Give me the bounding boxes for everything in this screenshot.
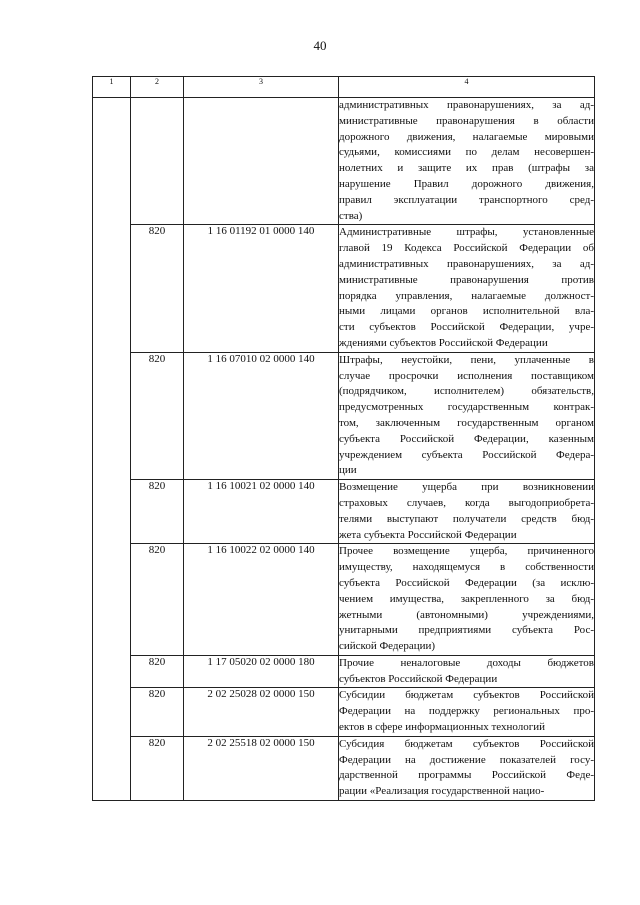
description-line: судьями, комиссиями по делам несовершен- (339, 146, 594, 159)
table-row (93, 352, 595, 479)
description-line: административных правонарушениях, за ад- (339, 257, 594, 270)
description-line: Федерации на поддержку региональных про- (339, 705, 594, 718)
admin-code-cell: 820 (131, 688, 184, 736)
page-number: 40 (313, 38, 327, 53)
description-line: министративные правонарушения в области (339, 114, 594, 127)
description-line: телями выступают получатели средств бюд- (339, 512, 594, 525)
table-row (93, 98, 595, 225)
table-row (93, 655, 595, 688)
description-line: Прочее возмещение ущерба, причиненного (339, 545, 594, 558)
admin-code-cell: 820 (131, 655, 184, 688)
description-line: сти субъектов Российской Федерации, учре- (339, 321, 594, 334)
description-line: Прочие неналоговые доходы бюджетов (339, 656, 594, 669)
description-line: Штрафы, неустойки, пени, уплаченные в (339, 353, 594, 366)
budget-code-cell: 1 16 07010 02 0000 140 (184, 352, 339, 479)
description-line: субъекта Российской Федерации, казенным (339, 432, 594, 445)
description-line: административных правонарушениях, за ад- (339, 99, 594, 111)
admin-code-cell: 820 (131, 225, 184, 352)
description-line: Административные штрафы, установленные (339, 226, 594, 239)
description-line: ными лицами органов исполнительной вла- (339, 305, 594, 318)
table-row (93, 225, 595, 352)
description-line: ства) (339, 209, 363, 222)
table-row (93, 736, 595, 800)
description-line: нарушение Правил дорожного движения, (339, 177, 594, 190)
admin-code-cell: 820 (131, 544, 184, 656)
revenue-codes-table (92, 76, 595, 801)
budget-code-cell: 1 17 05020 02 0000 180 (184, 655, 339, 688)
admin-code-cell: 820 (131, 480, 184, 544)
table-row (93, 544, 595, 656)
description-line: ждениями субъектов Российской Федерации (339, 336, 548, 349)
description-line: унитарными предприятиями субъекта Рос- (339, 624, 594, 637)
description-line: министративные правонарушения против (339, 273, 594, 286)
description-line: жета субъекта Российской Федерации (339, 528, 517, 541)
budget-code-cell: 1 16 10022 02 0000 140 (184, 544, 339, 656)
description-line: Субсидия бюджетам субъектов Российской (339, 737, 594, 750)
admin-code-cell (131, 98, 184, 225)
table-row (93, 688, 595, 736)
description-line: дорожного движения, налагаемые мировыми (339, 130, 594, 143)
description-line: ектов в сфере информационных технологий (339, 721, 546, 734)
description-line: порядка управления, налагаемые должност- (339, 289, 594, 302)
column-header-1: 1 (93, 77, 131, 98)
description-line: Возмещение ущерба при возникновении (339, 481, 594, 494)
description-line: предусмотренных государственным контрак- (339, 401, 594, 414)
description-line: имуществу, находящемуся в собственности (339, 561, 594, 574)
description-cell (339, 655, 595, 688)
description-line: субъекта Российской Федерации (за исклю- (339, 576, 594, 589)
description-line: субъектов Российской Федерации (339, 672, 498, 685)
description-line: сийской Федерации) (339, 640, 436, 653)
description-cell (339, 480, 595, 544)
column-header-4: 4 (339, 77, 595, 98)
budget-code-cell (184, 98, 339, 225)
table-header-row (93, 77, 595, 98)
description-line: Субсидии бюджетам субъектов Российской (339, 689, 594, 702)
description-cell (339, 98, 595, 225)
description-line: чением имущества, закрепленного за бюд- (339, 592, 594, 605)
description-line: (подрядчиком, исполнителем) обязательств, (339, 385, 594, 398)
description-line: рации «Реализация государственной нацио- (339, 785, 545, 798)
budget-code-cell: 1 16 10021 02 0000 140 (184, 480, 339, 544)
description-line: главой 19 Кодекса Российской Федерации об (339, 242, 594, 255)
budget-code-cell: 2 02 25518 02 0000 150 (184, 736, 339, 800)
description-line: случае просрочки исполнения поставщиком (339, 369, 594, 382)
description-line: ции (339, 464, 357, 477)
budget-code-cell: 2 02 25028 02 0000 150 (184, 688, 339, 736)
admin-code-cell: 820 (131, 736, 184, 800)
description-cell (339, 688, 595, 736)
budget-code-cell: 1 16 01192 01 0000 140 (184, 225, 339, 352)
description-line: страховых случаев, когда выгодоприобрета- (339, 496, 594, 509)
description-cell (339, 736, 595, 800)
column-header-2: 2 (131, 77, 184, 98)
column-header-3: 3 (184, 77, 339, 98)
admin-code-cell: 820 (131, 352, 184, 479)
description-line: нолетних и защите их прав (штрафы за (339, 162, 594, 175)
description-line: Федерации на достижение показателей госу- (339, 753, 594, 766)
description-cell (339, 225, 595, 352)
description-line: учреждением субъекта Российской Федера- (339, 448, 594, 461)
description-line: дарственной программы Российской Феде- (339, 769, 594, 782)
column-1-cell (93, 98, 131, 801)
description-cell (339, 352, 595, 479)
description-line: жетными (автономными) учреждениями, (339, 608, 594, 621)
table-row (93, 480, 595, 544)
description-line: том, заключенным государственным органом (339, 416, 594, 429)
description-line: правил эксплуатации транспортного сред- (339, 193, 594, 206)
description-cell (339, 544, 595, 656)
